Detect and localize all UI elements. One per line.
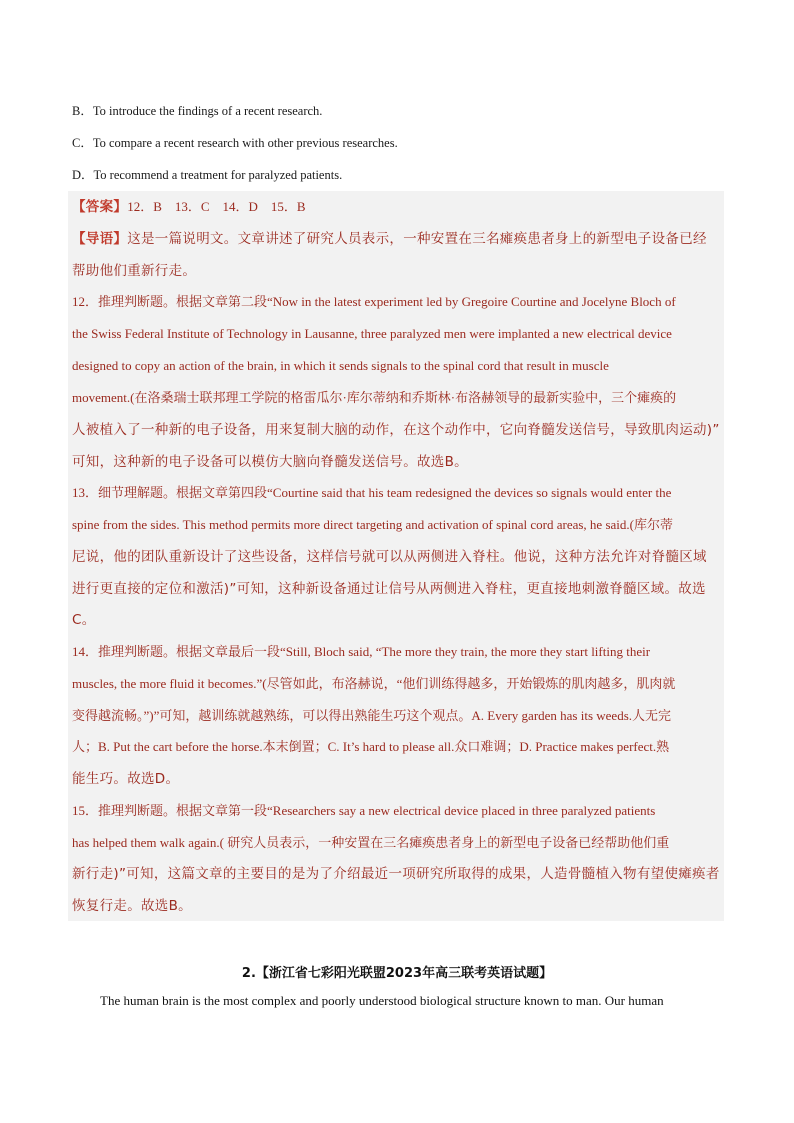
q15-line-1: 15．推理判断题。根据文章第一段“Researchers say a new electrical device placed in three paralyzed patients xyxy=(72,803,656,818)
q13-line-5: C。 xyxy=(72,612,96,628)
q15-line-2: has helped them walk again.( 研究人员表示，一种安置在三名瘫痪患者身上的新型电子设备已经帮助他们重 xyxy=(72,835,670,850)
guide-line-2: 帮助他们重新行走。 xyxy=(72,263,197,279)
q13-line-4: 进行更直接的定位和激活)”可知，这种新设备通过让信号从两侧进入脊柱，更直接地刺激脊髓区域。故选 xyxy=(72,581,706,597)
q12-line-1: 12．推理判断题。根据文章第二段“Now in the latest experiment led by Gregoire Courtine and Jocelyne Bloch of xyxy=(72,294,676,309)
q12-line-2: the Swiss Federal Institute of Technology in Lausanne, three paralyzed men were implanted a new electrical device xyxy=(72,326,672,341)
q14-line-5: 能生巧。故选D。 xyxy=(72,771,180,787)
passage-first-line: The human brain is the most complex and poorly understood biological structure known to man. Our human xyxy=(100,993,664,1008)
q14-line-2: muscles, the more fluid it becomes.”(尽管如此，布洛赫说，“他们训练得越多，开始锻炼的肌肉越多，肌肉就 xyxy=(72,676,676,691)
q13-line-1: 13．细节理解题。根据文章第四段“Courtine said that his team redesigned the devices so signals would enter the xyxy=(72,485,672,500)
guide-line-1 xyxy=(72,231,707,247)
q15-line-4: 恢复行走。故选B。 xyxy=(72,898,192,914)
answer-line xyxy=(72,199,306,215)
q13-line-3: 尼说，他的团队重新设计了这些设备，这样信号就可以从两侧进入脊柱。他说，这种方法允许对脊髓区域 xyxy=(72,549,707,565)
q14-line-3: 变得越流畅。”)”可知，越训练就越熟练，可以得出熟能生巧这个观点。A. Every garden has its weeds.人无完 xyxy=(72,708,672,723)
option-c: C．To compare a recent research with other previous researches. xyxy=(72,136,398,150)
answer-label: 【答案】 xyxy=(72,199,128,215)
question-title: 2.【浙江省七彩阳光联盟2023年高三联考英语试题】 xyxy=(241,966,553,981)
q14-line-4: 人；B. Put the cart before the horse.本末倒置；C. It’s hard to please all.众口难调；D. Practice makes perfect.熟 xyxy=(72,739,670,754)
q15-line-3: 新行走)”可知，这篇文章的主要目的是为了介绍最近一项研究所取得的成果，人造骨髓植入物有望使瘫痪者 xyxy=(72,866,720,882)
q14-line-1: 14．推理判断题。根据文章最后一段“Still, Bloch said, “The more they train, the more they start lifting their xyxy=(72,644,651,659)
q12-line-4: movement.(在洛桑瑞士联邦理工学院的格雷瓜尔·库尔蒂纳和乔斯林·布洛赫领导的最新实验中，三个瘫痪的 xyxy=(72,390,677,405)
guide-text-1: 这是一篇说明文。文章讲述了研究人员表示，一种安置在三名瘫痪患者身上的新型电子设备已经 xyxy=(127,231,707,247)
q12-line-6: 可知，这种新的电子设备可以模仿大脑向脊髓发送信号。故选B。 xyxy=(72,454,468,470)
answer-values: 12．B 13．C 14．D 15．B xyxy=(127,199,306,214)
option-b: B．To introduce the findings of a recent research. xyxy=(72,104,323,118)
q12-line-5: 人被植入了一种新的电子设备，用来复制大脑的动作，在这个动作中，它向脊髓发送信号，导致肌肉运动)” xyxy=(72,422,720,438)
q13-line-2: spine from the sides. This method permits more direct targeting and activation of spinal cord areas, he said.(库尔蒂 xyxy=(72,517,673,532)
option-d: D．To recommend a treatment for paralyzed patients. xyxy=(72,168,343,182)
guide-label: 【导语】 xyxy=(72,231,128,247)
q12-line-3: designed to copy an action of the brain, in which it sends signals to the spinal cord that result in muscle xyxy=(72,358,609,373)
